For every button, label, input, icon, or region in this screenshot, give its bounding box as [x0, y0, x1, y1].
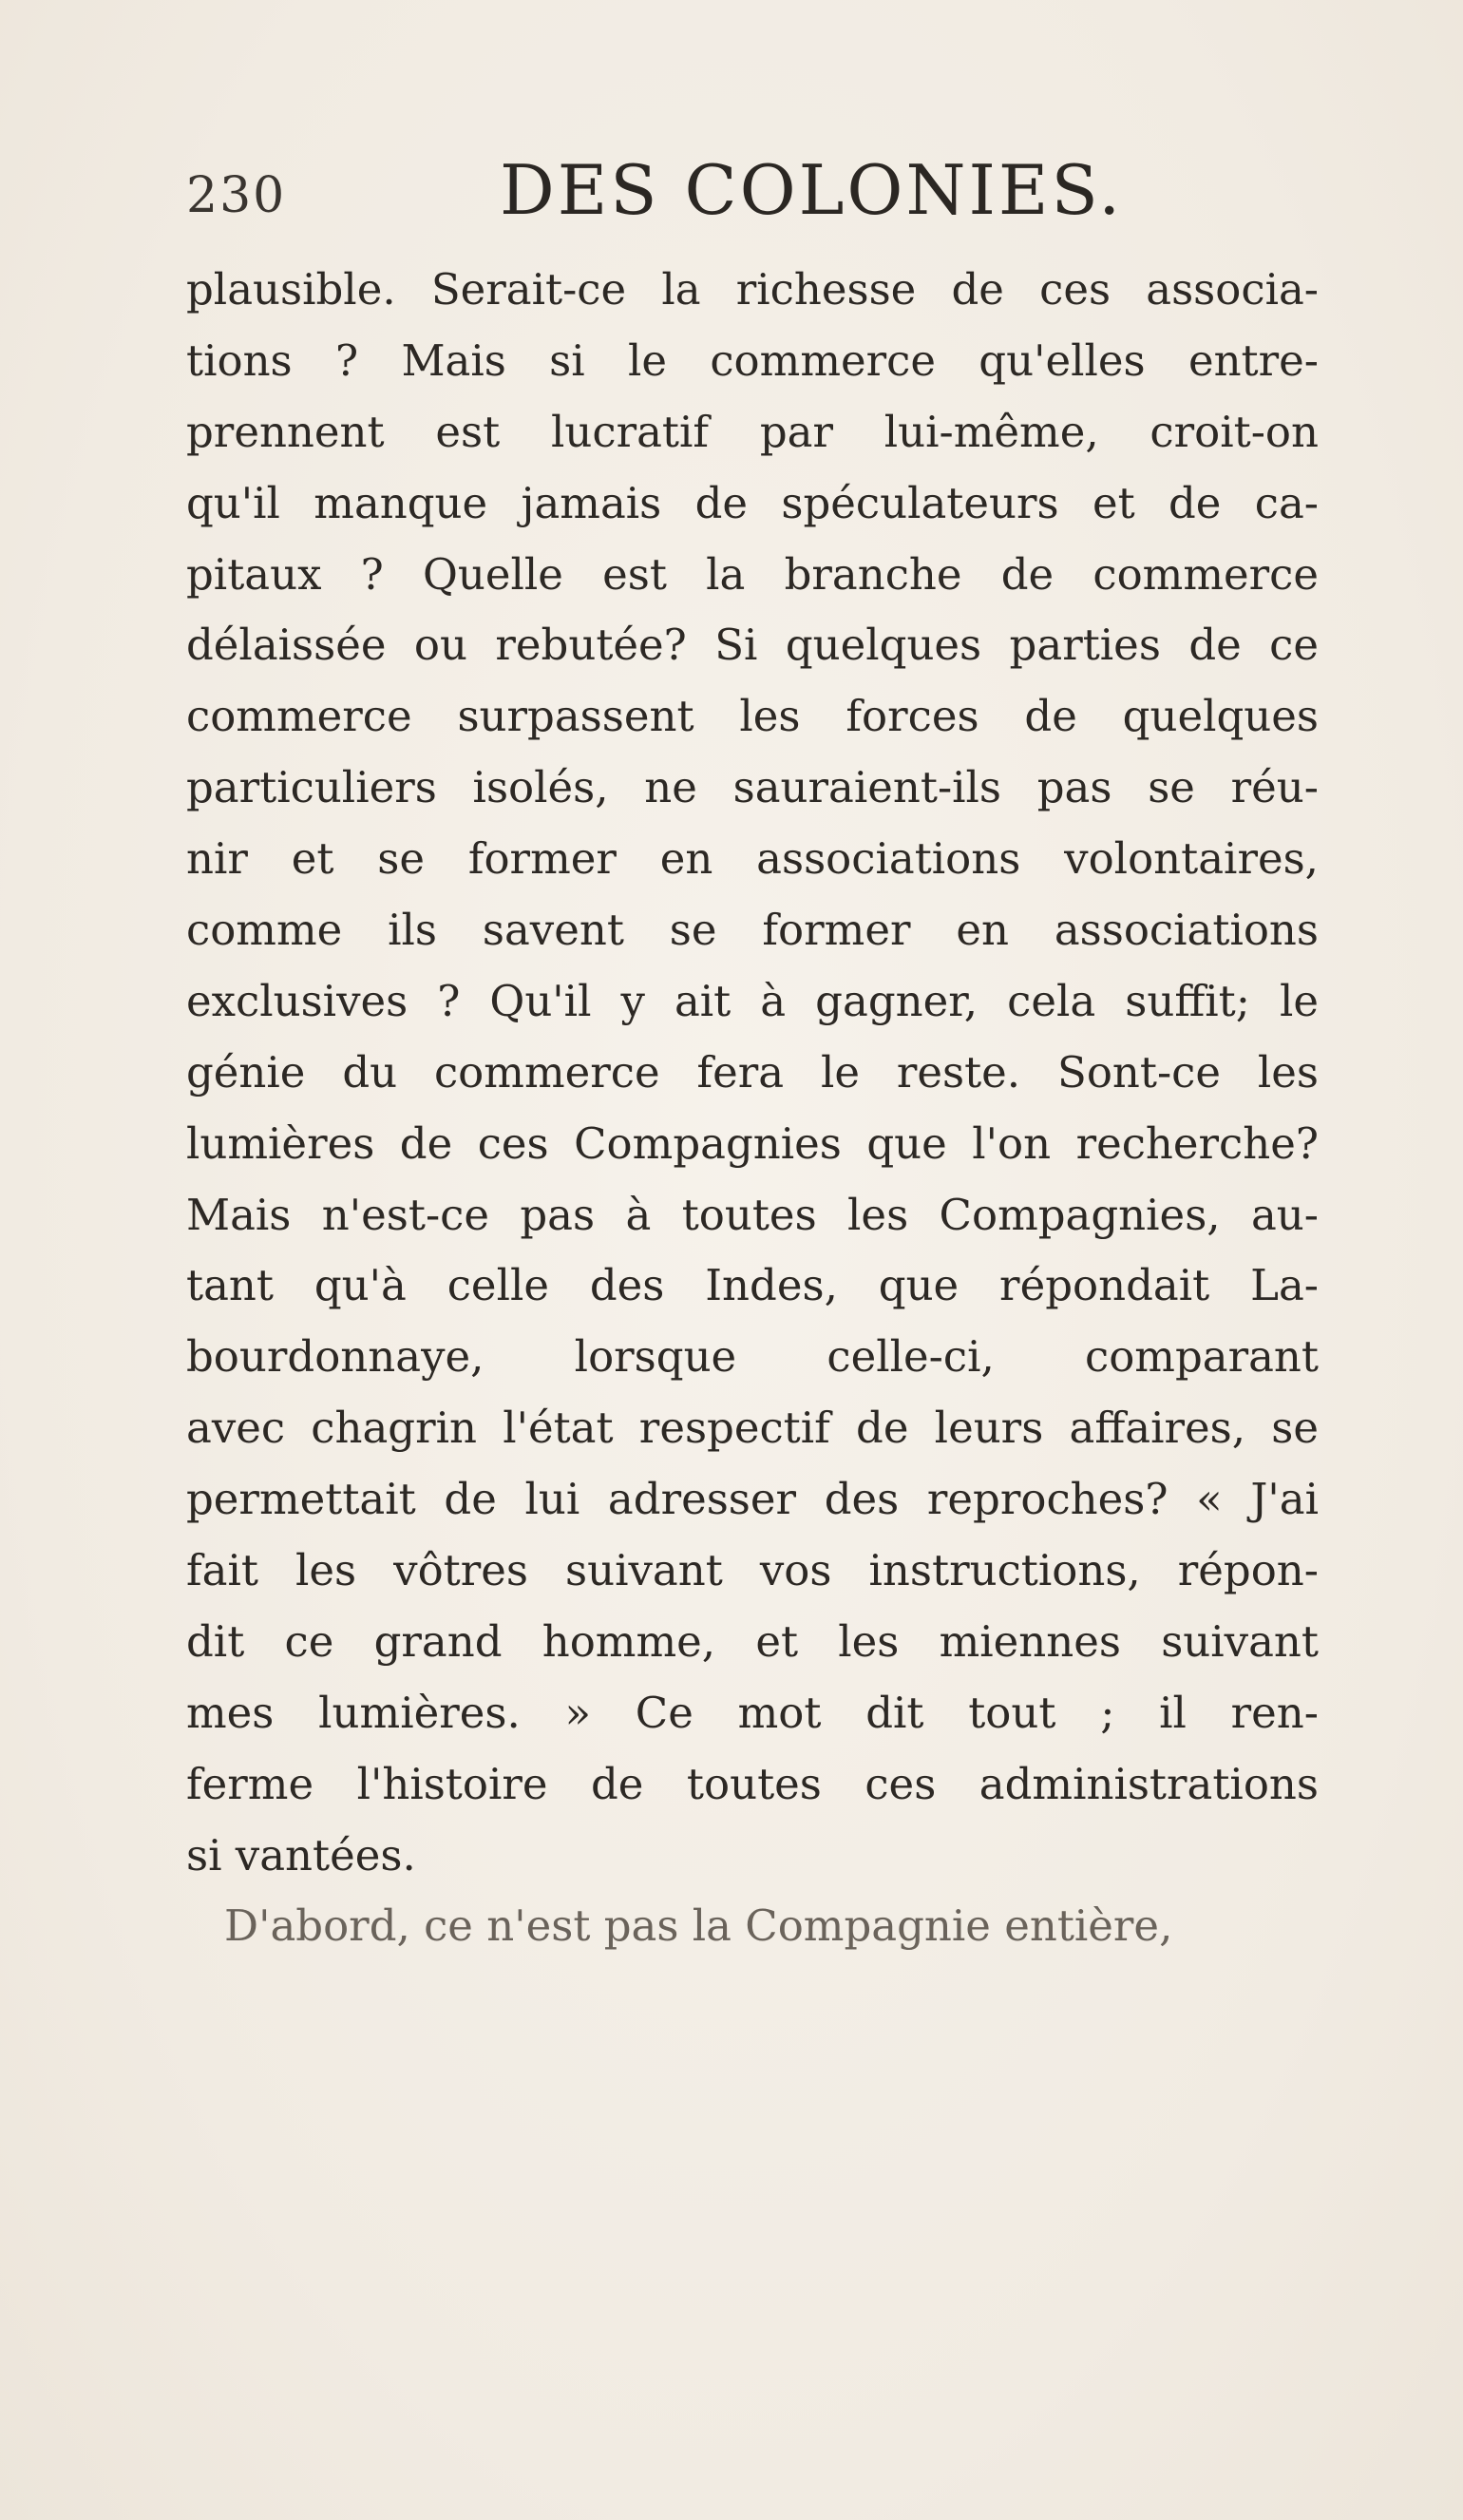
- text-line: avec chagrin l'état respectif de leurs affaires, se: [186, 1403, 1319, 1454]
- text-line: nir et se former en associations volontaires,: [186, 833, 1319, 885]
- running-head: [186, 150, 1345, 236]
- text-line: qu'il manque jamais de spéculateurs et de ca-: [186, 477, 1319, 528]
- text-line: exclusives ? Qu'il y ait à gagner, cela suffit; le: [186, 975, 1319, 1026]
- text-line: permettait de lui adresser des reproches? « J'ai: [186, 1474, 1319, 1525]
- running-title: DES COLONIES.: [500, 150, 1124, 230]
- paragraph-start-line: D'abord, ce n'est pas la Compagnie entière,: [224, 1900, 1173, 1952]
- text-line: comme ils savent se former en associations: [186, 905, 1319, 956]
- text-line: Mais n'est-ce pas à toutes les Compagnies, au-: [186, 1189, 1319, 1240]
- body-text: [186, 255, 1319, 1962]
- text-line: délaissée ou rebutée? Si quelques parties de ce: [186, 620, 1319, 671]
- text-line: prennent est lucratif par lui-même, croit-on: [186, 406, 1319, 457]
- text-line: plausible. Serait-ce la richesse de ces associa-: [186, 264, 1319, 315]
- paragraph-end-line: si vantées.: [186, 1829, 416, 1880]
- text-line: particuliers isolés, ne sauraient-ils pas se réu-: [186, 762, 1319, 813]
- text-line: lumières de ces Compagnies que l'on recherche?: [186, 1117, 1319, 1169]
- text-line: ferme l'histoire de toutes ces administrations: [186, 1758, 1319, 1809]
- text-line: commerce surpassent les forces de quelques: [186, 691, 1319, 742]
- page-number: 230: [186, 167, 287, 224]
- text-line: tant qu'à celle des Indes, que répondait La-: [186, 1260, 1319, 1311]
- text-line: mes lumières. » Ce mot dit tout ; il ren-: [186, 1687, 1319, 1738]
- text-line: pitaux ? Quelle est la branche de commerce: [186, 548, 1319, 600]
- text-line: bourdonnaye, lorsque celle-ci, comparant: [186, 1331, 1319, 1383]
- text-line: fait les vôtres suivant vos instructions, répon-: [186, 1545, 1319, 1596]
- text-line: génie du commerce fera le reste. Sont-ce les: [186, 1046, 1319, 1098]
- text-line: tions ? Mais si le commerce qu'elles entre-: [186, 334, 1319, 386]
- text-line: dit ce grand homme, et les miennes suivant: [186, 1615, 1319, 1667]
